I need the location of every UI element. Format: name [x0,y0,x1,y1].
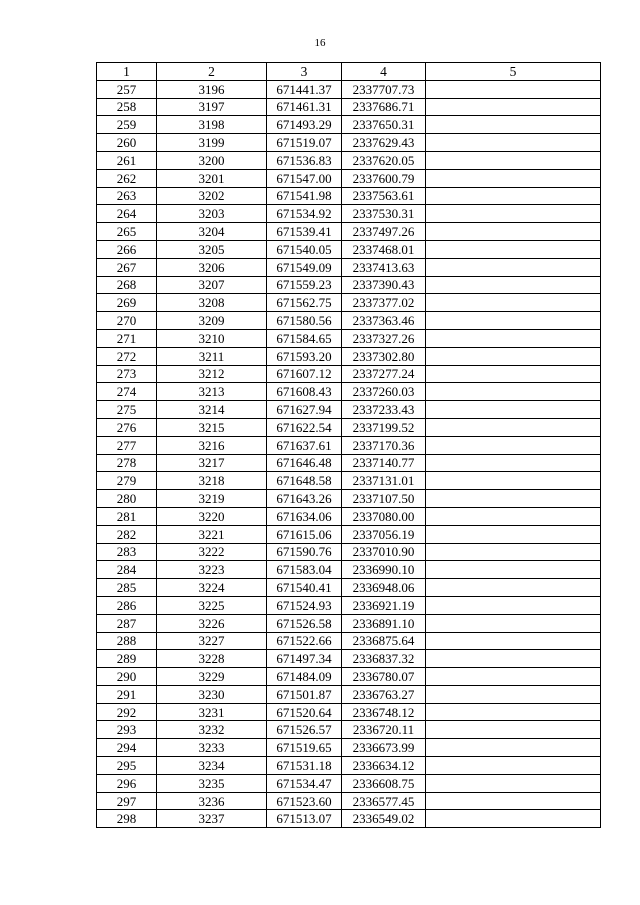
table-cell [426,347,601,365]
table-row [97,668,601,686]
table-cell: 671441.37 [267,80,342,98]
table-cell: 285 [97,579,157,597]
table-cell: 671646.48 [267,454,342,472]
table-cell: 269 [97,294,157,312]
table-cell: 259 [97,116,157,134]
table-row [97,632,601,650]
table-cell: 266 [97,240,157,258]
table-cell [426,205,601,223]
table-cell: 3210 [157,329,267,347]
table-row [97,792,601,810]
table-cell: 3237 [157,810,267,828]
table-cell: 280 [97,490,157,508]
table-row [97,329,601,347]
table-cell: 2337140.77 [342,454,426,472]
table-cell: 671559.23 [267,276,342,294]
table-row [97,579,601,597]
table-row [97,365,601,383]
table-row [97,472,601,490]
table-cell: 288 [97,632,157,650]
table-cell [426,774,601,792]
table-cell [426,418,601,436]
table-cell: 271 [97,329,157,347]
table-row [97,774,601,792]
table-cell: 279 [97,472,157,490]
table-cell: 287 [97,614,157,632]
column-header: 3 [267,63,342,81]
table-cell: 2337327.26 [342,329,426,347]
table-cell [426,650,601,668]
table-row [97,169,601,187]
table-cell: 3211 [157,347,267,365]
table-cell: 298 [97,810,157,828]
table-cell: 3199 [157,134,267,152]
table-cell: 289 [97,650,157,668]
table-row [97,312,601,330]
table-cell: 3222 [157,543,267,561]
table-cell [426,668,601,686]
table-row [97,276,601,294]
table-cell [426,365,601,383]
table-cell [426,258,601,276]
table-cell [426,721,601,739]
table-cell: 3216 [157,436,267,454]
table-cell: 2336634.12 [342,757,426,775]
table-cell: 273 [97,365,157,383]
table-cell: 671523.60 [267,792,342,810]
table-cell [426,294,601,312]
table-cell [426,472,601,490]
table-cell: 3236 [157,792,267,810]
table-cell [426,151,601,169]
table-cell: 3218 [157,472,267,490]
table-cell: 671461.31 [267,98,342,116]
table-cell: 2337010.90 [342,543,426,561]
table-cell: 2337530.31 [342,205,426,223]
table-cell [426,739,601,757]
table-cell: 3217 [157,454,267,472]
table-row [97,134,601,152]
table-cell: 2337131.01 [342,472,426,490]
table-row [97,294,601,312]
table-cell: 2337377.02 [342,294,426,312]
table-cell: 671643.26 [267,490,342,508]
table-row [97,739,601,757]
table-row [97,347,601,365]
table-cell: 671547.00 [267,169,342,187]
table-cell: 261 [97,151,157,169]
table-cell: 2337233.43 [342,401,426,419]
table-cell: 671534.92 [267,205,342,223]
table-cell: 671484.09 [267,668,342,686]
table-cell [426,98,601,116]
table-cell [426,543,601,561]
table-cell: 2337413.63 [342,258,426,276]
table-cell: 2336990.10 [342,561,426,579]
table-cell: 297 [97,792,157,810]
table-cell [426,187,601,205]
table-cell [426,810,601,828]
table-cell: 2337080.00 [342,507,426,525]
table-cell: 263 [97,187,157,205]
table-cell: 3208 [157,294,267,312]
table-cell: 3196 [157,80,267,98]
table-cell: 257 [97,80,157,98]
table-cell: 293 [97,721,157,739]
table-cell: 292 [97,703,157,721]
table-cell: 2337277.24 [342,365,426,383]
table-cell [426,240,601,258]
table-cell: 294 [97,739,157,757]
table-row [97,436,601,454]
table-cell: 3200 [157,151,267,169]
table-cell: 671637.61 [267,436,342,454]
table-cell: 282 [97,525,157,543]
table-cell [426,329,601,347]
table-cell: 290 [97,668,157,686]
table-cell [426,276,601,294]
table-cell: 275 [97,401,157,419]
table-cell: 3233 [157,739,267,757]
table-cell: 3232 [157,721,267,739]
table-cell: 671549.09 [267,258,342,276]
table-cell: 3204 [157,223,267,241]
table-cell: 262 [97,169,157,187]
table-cell: 671622.54 [267,418,342,436]
table-cell: 2336720.11 [342,721,426,739]
table-cell [426,134,601,152]
table-cell: 671519.65 [267,739,342,757]
table-cell: 283 [97,543,157,561]
table-row [97,614,601,632]
table-cell: 2336780.07 [342,668,426,686]
table-cell: 2337629.43 [342,134,426,152]
table-cell: 671524.93 [267,596,342,614]
table-cell: 2337107.50 [342,490,426,508]
table-cell: 3212 [157,365,267,383]
table-cell: 3209 [157,312,267,330]
table-cell: 3207 [157,276,267,294]
table-cell: 284 [97,561,157,579]
table-cell: 671497.34 [267,650,342,668]
table-cell: 267 [97,258,157,276]
table-cell: 277 [97,436,157,454]
table-cell: 3219 [157,490,267,508]
table-cell: 2336875.64 [342,632,426,650]
table-cell [426,401,601,419]
table-cell: 671526.57 [267,721,342,739]
table-cell: 671493.29 [267,116,342,134]
table-cell [426,80,601,98]
table-row [97,703,601,721]
table-cell: 671562.75 [267,294,342,312]
table-cell [426,525,601,543]
table-cell: 2336921.19 [342,596,426,614]
table-cell: 2337170.36 [342,436,426,454]
table-cell: 2337650.31 [342,116,426,134]
table-cell: 671593.20 [267,347,342,365]
table-cell: 278 [97,454,157,472]
table-row [97,187,601,205]
table-cell: 671634.06 [267,507,342,525]
table-cell [426,312,601,330]
table-cell: 3225 [157,596,267,614]
table-cell: 274 [97,383,157,401]
table-cell: 2336608.75 [342,774,426,792]
table-row [97,223,601,241]
table-row [97,810,601,828]
table-row [97,543,601,561]
table-row [97,490,601,508]
table-cell: 671607.12 [267,365,342,383]
table-row [97,205,601,223]
table-cell [426,596,601,614]
column-header: 5 [426,63,601,81]
table-cell: 3197 [157,98,267,116]
table-cell [426,454,601,472]
table-cell: 3202 [157,187,267,205]
table-cell: 671536.83 [267,151,342,169]
table-row [97,507,601,525]
table-cell [426,685,601,703]
table-row [97,561,601,579]
table-row [97,240,601,258]
table-cell: 2337686.71 [342,98,426,116]
table-cell: 3203 [157,205,267,223]
table-cell: 3231 [157,703,267,721]
table-cell: 2337468.01 [342,240,426,258]
table-cell: 3201 [157,169,267,187]
table-cell: 3235 [157,774,267,792]
table-cell: 3214 [157,401,267,419]
table-row [97,80,601,98]
table-cell: 2337620.05 [342,151,426,169]
table-row [97,258,601,276]
table-row [97,650,601,668]
table-cell: 671501.87 [267,685,342,703]
table-cell [426,632,601,650]
table-cell: 3205 [157,240,267,258]
table-cell: 281 [97,507,157,525]
table-cell [426,436,601,454]
table-cell: 2336763.27 [342,685,426,703]
table-cell: 3220 [157,507,267,525]
table-cell [426,757,601,775]
table-cell: 3213 [157,383,267,401]
table-cell [426,614,601,632]
table-cell: 3230 [157,685,267,703]
table-cell: 3226 [157,614,267,632]
table-cell [426,169,601,187]
table-cell: 671615.06 [267,525,342,543]
table-cell: 2336837.32 [342,650,426,668]
table-cell: 3227 [157,632,267,650]
coordinates-table [96,62,601,828]
table-cell: 671539.41 [267,223,342,241]
table-row [97,98,601,116]
table-cell [426,561,601,579]
table-cell: 671583.04 [267,561,342,579]
table-row [97,418,601,436]
page-number: 16 [314,37,326,49]
table-row [97,116,601,134]
table-row [97,721,601,739]
table-cell: 2336891.10 [342,614,426,632]
column-header: 2 [157,63,267,81]
table-cell: 2337199.52 [342,418,426,436]
table-row [97,757,601,775]
table-row [97,685,601,703]
table-row [97,151,601,169]
table-cell: 268 [97,276,157,294]
table-cell [426,507,601,525]
table-cell [426,383,601,401]
column-header: 1 [97,63,157,81]
table-cell: 265 [97,223,157,241]
table-cell: 3228 [157,650,267,668]
table-cell: 671540.05 [267,240,342,258]
table-cell: 671540.41 [267,579,342,597]
table-cell: 260 [97,134,157,152]
table-cell: 3229 [157,668,267,686]
table-cell: 3234 [157,757,267,775]
table-body [97,80,601,827]
table-cell: 671580.56 [267,312,342,330]
table-cell [426,579,601,597]
table-cell: 2337260.03 [342,383,426,401]
table-cell: 671526.58 [267,614,342,632]
table-cell: 3206 [157,258,267,276]
table-cell [426,223,601,241]
table-cell: 671522.66 [267,632,342,650]
table-cell: 2336748.12 [342,703,426,721]
table-cell: 286 [97,596,157,614]
table-cell [426,490,601,508]
table-cell: 2337302.80 [342,347,426,365]
table-cell: 2336948.06 [342,579,426,597]
table-cell: 296 [97,774,157,792]
table-cell: 3215 [157,418,267,436]
table-cell: 671584.65 [267,329,342,347]
table-cell: 2336577.45 [342,792,426,810]
table-row [97,525,601,543]
column-header: 4 [342,63,426,81]
table-cell: 671520.64 [267,703,342,721]
table-cell: 264 [97,205,157,223]
table-cell: 671608.43 [267,383,342,401]
table-cell: 291 [97,685,157,703]
table-header-row [97,63,601,81]
table-cell: 671590.76 [267,543,342,561]
table-cell: 295 [97,757,157,775]
table-cell: 671531.18 [267,757,342,775]
table-cell: 276 [97,418,157,436]
table-cell: 3223 [157,561,267,579]
table-row [97,596,601,614]
table-cell: 671519.07 [267,134,342,152]
table-cell: 2337707.73 [342,80,426,98]
table-cell: 3224 [157,579,267,597]
table-cell: 671627.94 [267,401,342,419]
table-row [97,383,601,401]
table-cell: 2337497.26 [342,223,426,241]
table-cell: 2336549.02 [342,810,426,828]
table-cell: 272 [97,347,157,365]
table-cell: 671648.58 [267,472,342,490]
table-cell: 671541.98 [267,187,342,205]
table-cell: 2337390.43 [342,276,426,294]
table-cell: 258 [97,98,157,116]
table-cell: 671513.07 [267,810,342,828]
table-cell: 2337363.46 [342,312,426,330]
table-cell: 270 [97,312,157,330]
table-cell: 3198 [157,116,267,134]
table-cell [426,116,601,134]
table-cell: 2337600.79 [342,169,426,187]
table-cell: 671534.47 [267,774,342,792]
table-cell: 3221 [157,525,267,543]
table-cell [426,792,601,810]
table-cell: 2337056.19 [342,525,426,543]
table-cell [426,703,601,721]
table-cell: 2337563.61 [342,187,426,205]
table-row [97,454,601,472]
table-cell: 2336673.99 [342,739,426,757]
table-row [97,401,601,419]
